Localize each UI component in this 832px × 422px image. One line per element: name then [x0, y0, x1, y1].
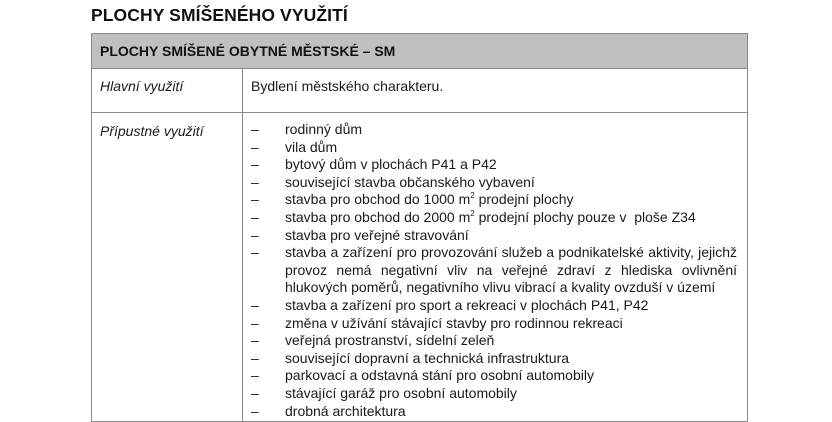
table-row-main-use: [92, 69, 748, 113]
list-item-text: parkovací a odstavná stání pro osobní automobily: [285, 367, 594, 384]
row-label-main-use: Hlavní využití: [92, 69, 243, 113]
list-item-text: změna v užívání stávající stavby pro rodinnou rekreaci: [285, 314, 623, 331]
list-item: [251, 139, 737, 157]
list-item: [251, 332, 737, 350]
list-item: [251, 121, 737, 139]
list-item-text: stavba a zařízení pro sport a rekreaci v plochách P41, P42: [285, 296, 649, 313]
superscript: 2: [470, 191, 475, 201]
row-value-allowed-use: [243, 113, 748, 422]
list-item-text: stavba pro obchod do 2000 $m^2$ prodejní plochy pouze v ploše Z34: [285, 208, 696, 225]
dash-bullet-icon: –: [251, 244, 259, 261]
list-item-text: stavba pro veřejné stravování: [285, 226, 469, 243]
allowed-use-list: [251, 121, 737, 420]
list-item-text: veřejná prostranství, sídelní zeleň: [285, 332, 495, 349]
list-item: [251, 367, 737, 385]
list-item: [251, 315, 737, 333]
list-item: [251, 244, 737, 297]
dash-bullet-icon: –: [251, 296, 259, 313]
dash-bullet-icon: –: [251, 314, 259, 331]
list-item-text: rodinný dům: [285, 121, 363, 137]
dash-bullet-icon: –: [251, 367, 259, 384]
list-item: [251, 209, 737, 227]
list-item-text: související stavba občanského vybavení: [285, 173, 535, 190]
list-item: [251, 297, 737, 315]
dash-bullet-icon: –: [251, 173, 259, 190]
list-item-text: stávající garáž pro osobní automobily: [285, 384, 517, 401]
dash-bullet-icon: –: [251, 332, 259, 349]
dash-bullet-icon: –: [251, 226, 259, 243]
dash-bullet-icon: –: [251, 156, 259, 173]
dash-bullet-icon: –: [251, 402, 259, 419]
dash-bullet-icon: –: [251, 191, 259, 208]
dash-bullet-icon: –: [251, 208, 259, 225]
land-use-table: [91, 33, 748, 422]
list-item-text: stavba pro obchod do 1000 $m^2$ prodejní plochy: [285, 191, 574, 208]
row-value-main-use: Bydlení městského charakteru.: [243, 69, 748, 113]
table-header-row: [92, 34, 748, 69]
section-title: PLOCHY SMÍŠENÉHO VYUŽITÍ: [91, 5, 348, 25]
list-item: [251, 350, 737, 368]
list-item: [251, 385, 737, 403]
list-item-text: stavba a zařízení pro provozování služeb a podnikatelské aktivity, jejichž provoz nemá negativní vliv na veřejné zdraví z hlediska ovlivnění hlukových poměrů, negativního vlivu vibrací a kvality ovzduší v území: [285, 244, 737, 296]
list-item-text: bytový dům v plochách P41 a P42: [285, 156, 497, 173]
list-item: [251, 156, 737, 174]
list-item: [251, 403, 737, 421]
list-item-text: související dopravní a technická infrastruktura: [285, 349, 570, 366]
row-label-allowed-use: Přípustné využití: [92, 113, 243, 422]
superscript: 2: [470, 208, 475, 218]
dash-bullet-icon: –: [251, 349, 259, 366]
table-header: PLOCHY SMÍŠENÉ OBYTNÉ MĚSTSKÉ – SM: [92, 34, 748, 69]
dash-bullet-icon: –: [251, 138, 259, 155]
list-item-text: vila dům: [285, 138, 338, 155]
list-item: [251, 227, 737, 245]
list-item-text: drobná architektura: [285, 402, 406, 419]
table-row-allowed-use: [92, 113, 748, 422]
list-item: [251, 191, 737, 209]
list-item: [251, 174, 737, 192]
dash-bullet-icon: –: [251, 121, 259, 137]
dash-bullet-icon: –: [251, 384, 259, 401]
